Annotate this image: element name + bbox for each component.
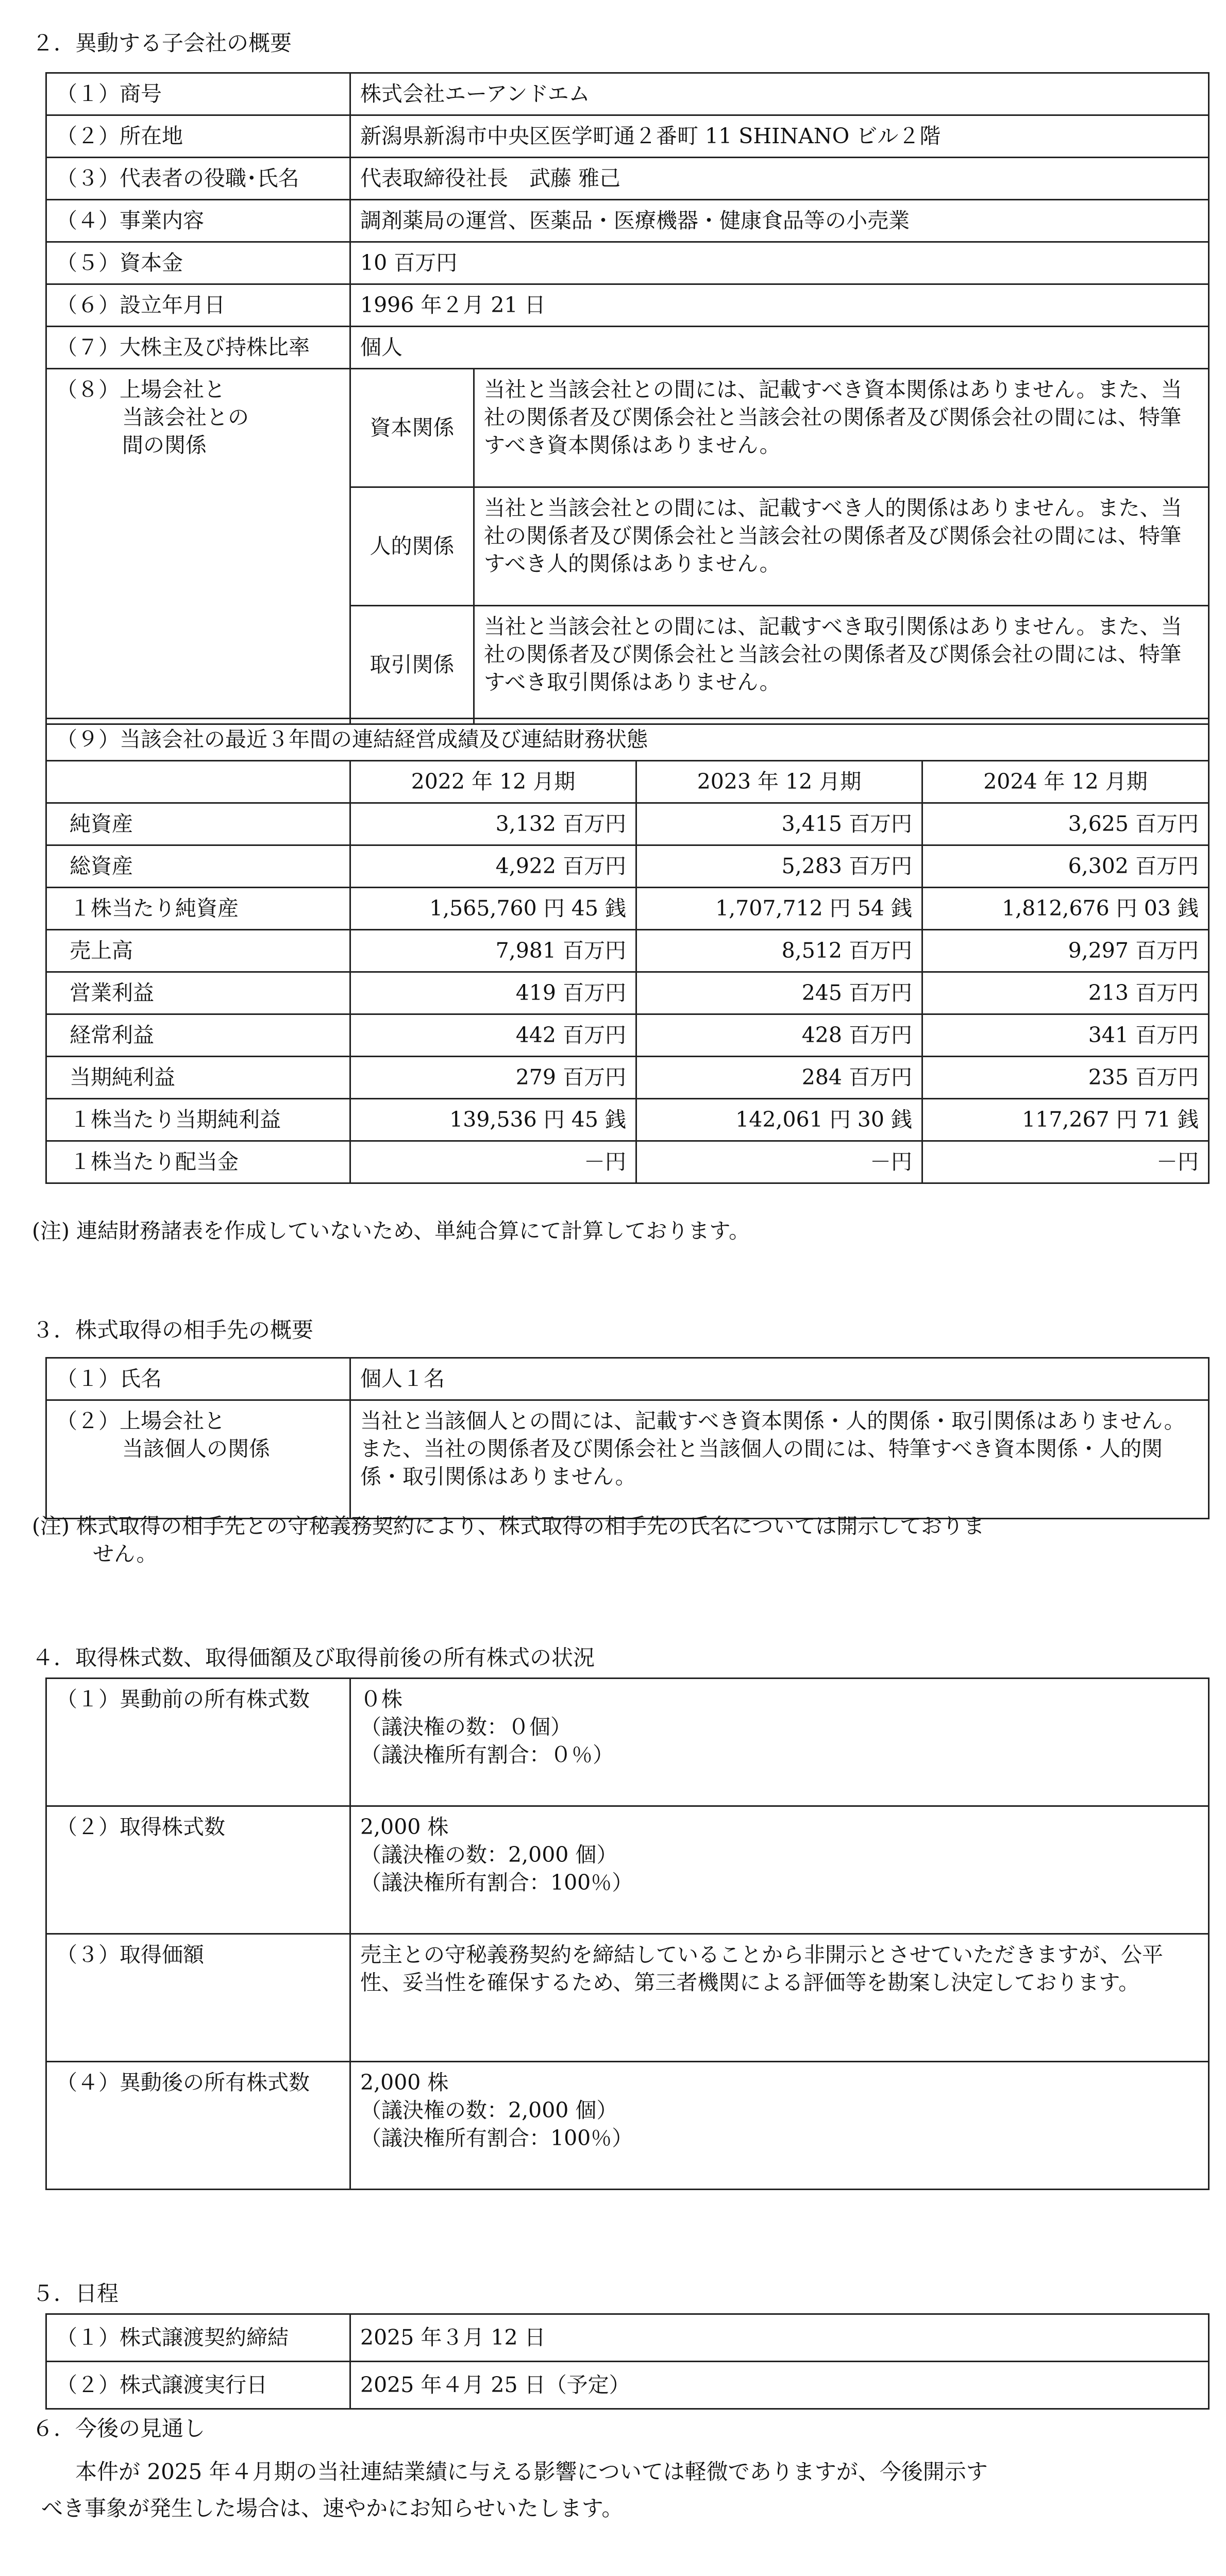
row-label: （１）商号 — [46, 73, 350, 115]
capital-relation-label: 資本関係 — [350, 369, 474, 487]
relationship-label — [46, 369, 350, 724]
row-label-line: 当該個人の関係 — [122, 1436, 270, 1462]
row-value: 売主との守秘義務契約を締結していることから非開示とさせていただきますが、公平性、妥当性を確保するため、第三者機関による評価等を勘案し決定しております。 — [350, 1934, 1209, 2062]
section-2-heading: ２．異動する子会社の概要 — [32, 30, 292, 56]
value-cell: －円 — [922, 1141, 1209, 1183]
row-value: 調剤薬局の運営、医薬品・医療機器・健康食品等の小売業 — [350, 200, 1209, 242]
row-label: （２）株式譲渡実行日 — [46, 2362, 350, 2409]
value-cell: 139,536 円 45 銭 — [350, 1099, 636, 1141]
table-row — [46, 845, 1209, 888]
trade-relation-label: 取引関係 — [350, 606, 474, 724]
relationship-label-line: （８）上場会社と — [56, 377, 225, 402]
counterparty-table — [45, 1357, 1210, 1519]
value-line: （議決権所有割合：100％） — [360, 2126, 633, 2151]
value-cell: －円 — [636, 1141, 922, 1183]
value-cell: 245 百万円 — [636, 972, 922, 1014]
table-row — [46, 1141, 1209, 1183]
row-label: （１）異動前の所有株式数 — [46, 1679, 350, 1806]
value-cell: 235 百万円 — [922, 1057, 1209, 1099]
value-cell: 442 百万円 — [350, 1014, 636, 1057]
value-line: （議決権所有割合：０％） — [360, 1742, 614, 1768]
value-cell: 117,267 円 71 銭 — [922, 1099, 1209, 1141]
row-value: 10 百万円 — [350, 242, 1209, 284]
row-label: （１）氏名 — [46, 1358, 350, 1400]
value-cell: 1,565,760 円 45 銭 — [350, 888, 636, 930]
value-line: （議決権の数：2,000 個） — [360, 1842, 618, 1868]
value-cell: 3,132 百万円 — [350, 803, 636, 845]
value-line: 2,000 株 — [360, 1815, 449, 1839]
row-value — [350, 1679, 1209, 1806]
value-cell: 284 百万円 — [636, 1057, 922, 1099]
value-cell: 1,812,676 円 03 銭 — [922, 888, 1209, 930]
value-cell: 213 百万円 — [922, 972, 1209, 1014]
row-label — [46, 1400, 350, 1519]
value-line: （議決権の数：０個） — [360, 1715, 572, 1740]
value-cell: 5,283 百万円 — [636, 845, 922, 888]
value-cell: 341 百万円 — [922, 1014, 1209, 1057]
row-label: （６）設立年月日 — [46, 284, 350, 327]
schedule-table — [45, 2313, 1210, 2410]
value-cell: 1,707,712 円 54 銭 — [636, 888, 922, 930]
row-value: 1996 年２月 21 日 — [350, 284, 1209, 327]
note-line: (注) 株式取得の相手先との守秘義務契約により、株式取得の相手先の氏名については開示しておりま — [32, 1514, 985, 1538]
row-label: （３）代表者の役職･氏名 — [46, 158, 350, 200]
metric-label: １株当たり配当金 — [70, 1149, 239, 1174]
metric-label: 経常利益 — [70, 1023, 154, 1047]
value-line: 2,000 株 — [360, 2070, 449, 2095]
outlook-paragraph — [41, 2453, 1160, 2527]
metric-label: １株当たり純資産 — [70, 896, 239, 921]
row-label: （４）事業内容 — [46, 200, 350, 242]
personnel-relation-label: 人的関係 — [350, 487, 474, 606]
row-value: 2025 年４月 25 日（予定） — [350, 2362, 1209, 2409]
value-cell: 428 百万円 — [636, 1014, 922, 1057]
value-cell: 3,625 百万円 — [922, 803, 1209, 845]
financial-table-title: （９）当該会社の最近３年間の連結経営成績及び連結財務状態 — [46, 719, 1209, 761]
row-label: （２）所在地 — [46, 115, 350, 158]
section-6-heading: ６．今後の見通し — [32, 2416, 206, 2441]
table-row — [46, 803, 1209, 845]
section-4-heading: ４．取得株式数、取得価額及び取得前後の所有株式の状況 — [32, 1645, 595, 1670]
section-3-heading: ３．株式取得の相手先の概要 — [32, 1317, 314, 1343]
row-label: （７）大株主及び持株比率 — [46, 327, 350, 369]
personnel-relation-text: 当社と当該会社との間には、記載すべき人的関係はありません。また、当社の関係者及び関係会社と当該会社の関係者及び関係会社の間には、特筆すべき人的関係はありません。 — [474, 487, 1209, 606]
value-cell: 4,922 百万円 — [350, 845, 636, 888]
subsidiary-overview-table — [45, 72, 1210, 725]
value-cell: 9,297 百万円 — [922, 930, 1209, 972]
value-cell: 279 百万円 — [350, 1057, 636, 1099]
trade-relation-text: 当社と当該会社との間には、記載すべき取引関係はありません。また、当社の関係者及び関係会社と当該会社の関係者及び関係会社の間には、特筆すべき取引関係はありません。 — [474, 606, 1209, 724]
table-row — [46, 1057, 1209, 1099]
row-label: （３）取得価額 — [46, 1934, 350, 2062]
financial-table — [45, 718, 1210, 1184]
relationship-label-line: 当該会社との — [122, 405, 249, 430]
table-row — [46, 1099, 1209, 1141]
row-label: （５）資本金 — [46, 242, 350, 284]
row-value: 代表取締役社長 武藤 雅己 — [350, 158, 1209, 200]
value-cell: 419 百万円 — [350, 972, 636, 1014]
metric-label: 営業利益 — [70, 980, 154, 1005]
shares-table — [45, 1677, 1210, 2190]
col-header: 2023 年 12 月期 — [636, 761, 922, 803]
row-value: 個人１名 — [350, 1358, 1209, 1400]
value-line: ０株 — [360, 1687, 402, 1711]
value-line: （議決権の数：2,000 個） — [360, 2098, 618, 2123]
row-value: 個人 — [350, 327, 1209, 369]
financial-note: (注) 連結財務諸表を作成していないため、単純合算にて計算しております。 — [32, 1218, 750, 1243]
value-cell: 142,061 円 30 銭 — [636, 1099, 922, 1141]
table-row — [46, 972, 1209, 1014]
value-cell: －円 — [350, 1141, 636, 1183]
relationship-label-line: 間の関係 — [122, 433, 207, 458]
note-line: せん。 — [93, 1541, 158, 1567]
value-cell: 3,415 百万円 — [636, 803, 922, 845]
value-cell: 8,512 百万円 — [636, 930, 922, 972]
row-value: 株式会社エーアンドエム — [350, 73, 1209, 115]
table-row — [46, 888, 1209, 930]
metric-label: 総資産 — [70, 854, 133, 878]
row-value — [350, 2062, 1209, 2190]
capital-relation-text: 当社と当該会社との間には、記載すべき資本関係はありません。また、当社の関係者及び関係会社と当該会社の関係者及び関係会社の間には、特筆すべき資本関係はありません。 — [474, 369, 1209, 487]
table-row — [46, 930, 1209, 972]
row-label: （４）異動後の所有株式数 — [46, 2062, 350, 2190]
row-label: （１）株式譲渡契約締結 — [46, 2314, 350, 2362]
value-line: （議決権所有割合：100％） — [360, 1870, 633, 1895]
header-blank — [46, 761, 350, 803]
col-header: 2024 年 12 月期 — [922, 761, 1209, 803]
paragraph-line: 本件が 2025 年４月期の当社連結業績に与える影響については軽微でありますが、今後開示す — [75, 2459, 988, 2484]
metric-label: 当期純利益 — [70, 1065, 175, 1090]
metric-label: 売上高 — [70, 938, 133, 963]
metric-label: 純資産 — [70, 811, 133, 836]
row-label: （２）取得株式数 — [46, 1806, 350, 1934]
table-row — [46, 1014, 1209, 1057]
row-value: 新潟県新潟市中央区医学町通２番町 11 SHINANO ビル２階 — [350, 115, 1209, 158]
col-header: 2022 年 12 月期 — [350, 761, 636, 803]
value-cell: 6,302 百万円 — [922, 845, 1209, 888]
row-value — [350, 1806, 1209, 1934]
row-value: 当社と当該個人との間には、記載すべき資本関係・人的関係・取引関係はありません。また、当社の関係者及び関係会社と当該個人の間には、特筆すべき資本関係・人的関係・取引関係はありません。 — [350, 1400, 1209, 1519]
counterparty-note — [32, 1512, 1197, 1568]
value-cell: 7,981 百万円 — [350, 930, 636, 972]
section-5-heading: ５．日程 — [32, 2281, 119, 2306]
row-value: 2025 年３月 12 日 — [350, 2314, 1209, 2362]
metric-label: １株当たり当期純利益 — [70, 1107, 281, 1132]
paragraph-line: べき事象が発生した場合は、速やかにお知らせいたします。 — [41, 2496, 624, 2521]
row-label-line: （２）上場会社と — [56, 1409, 225, 1433]
